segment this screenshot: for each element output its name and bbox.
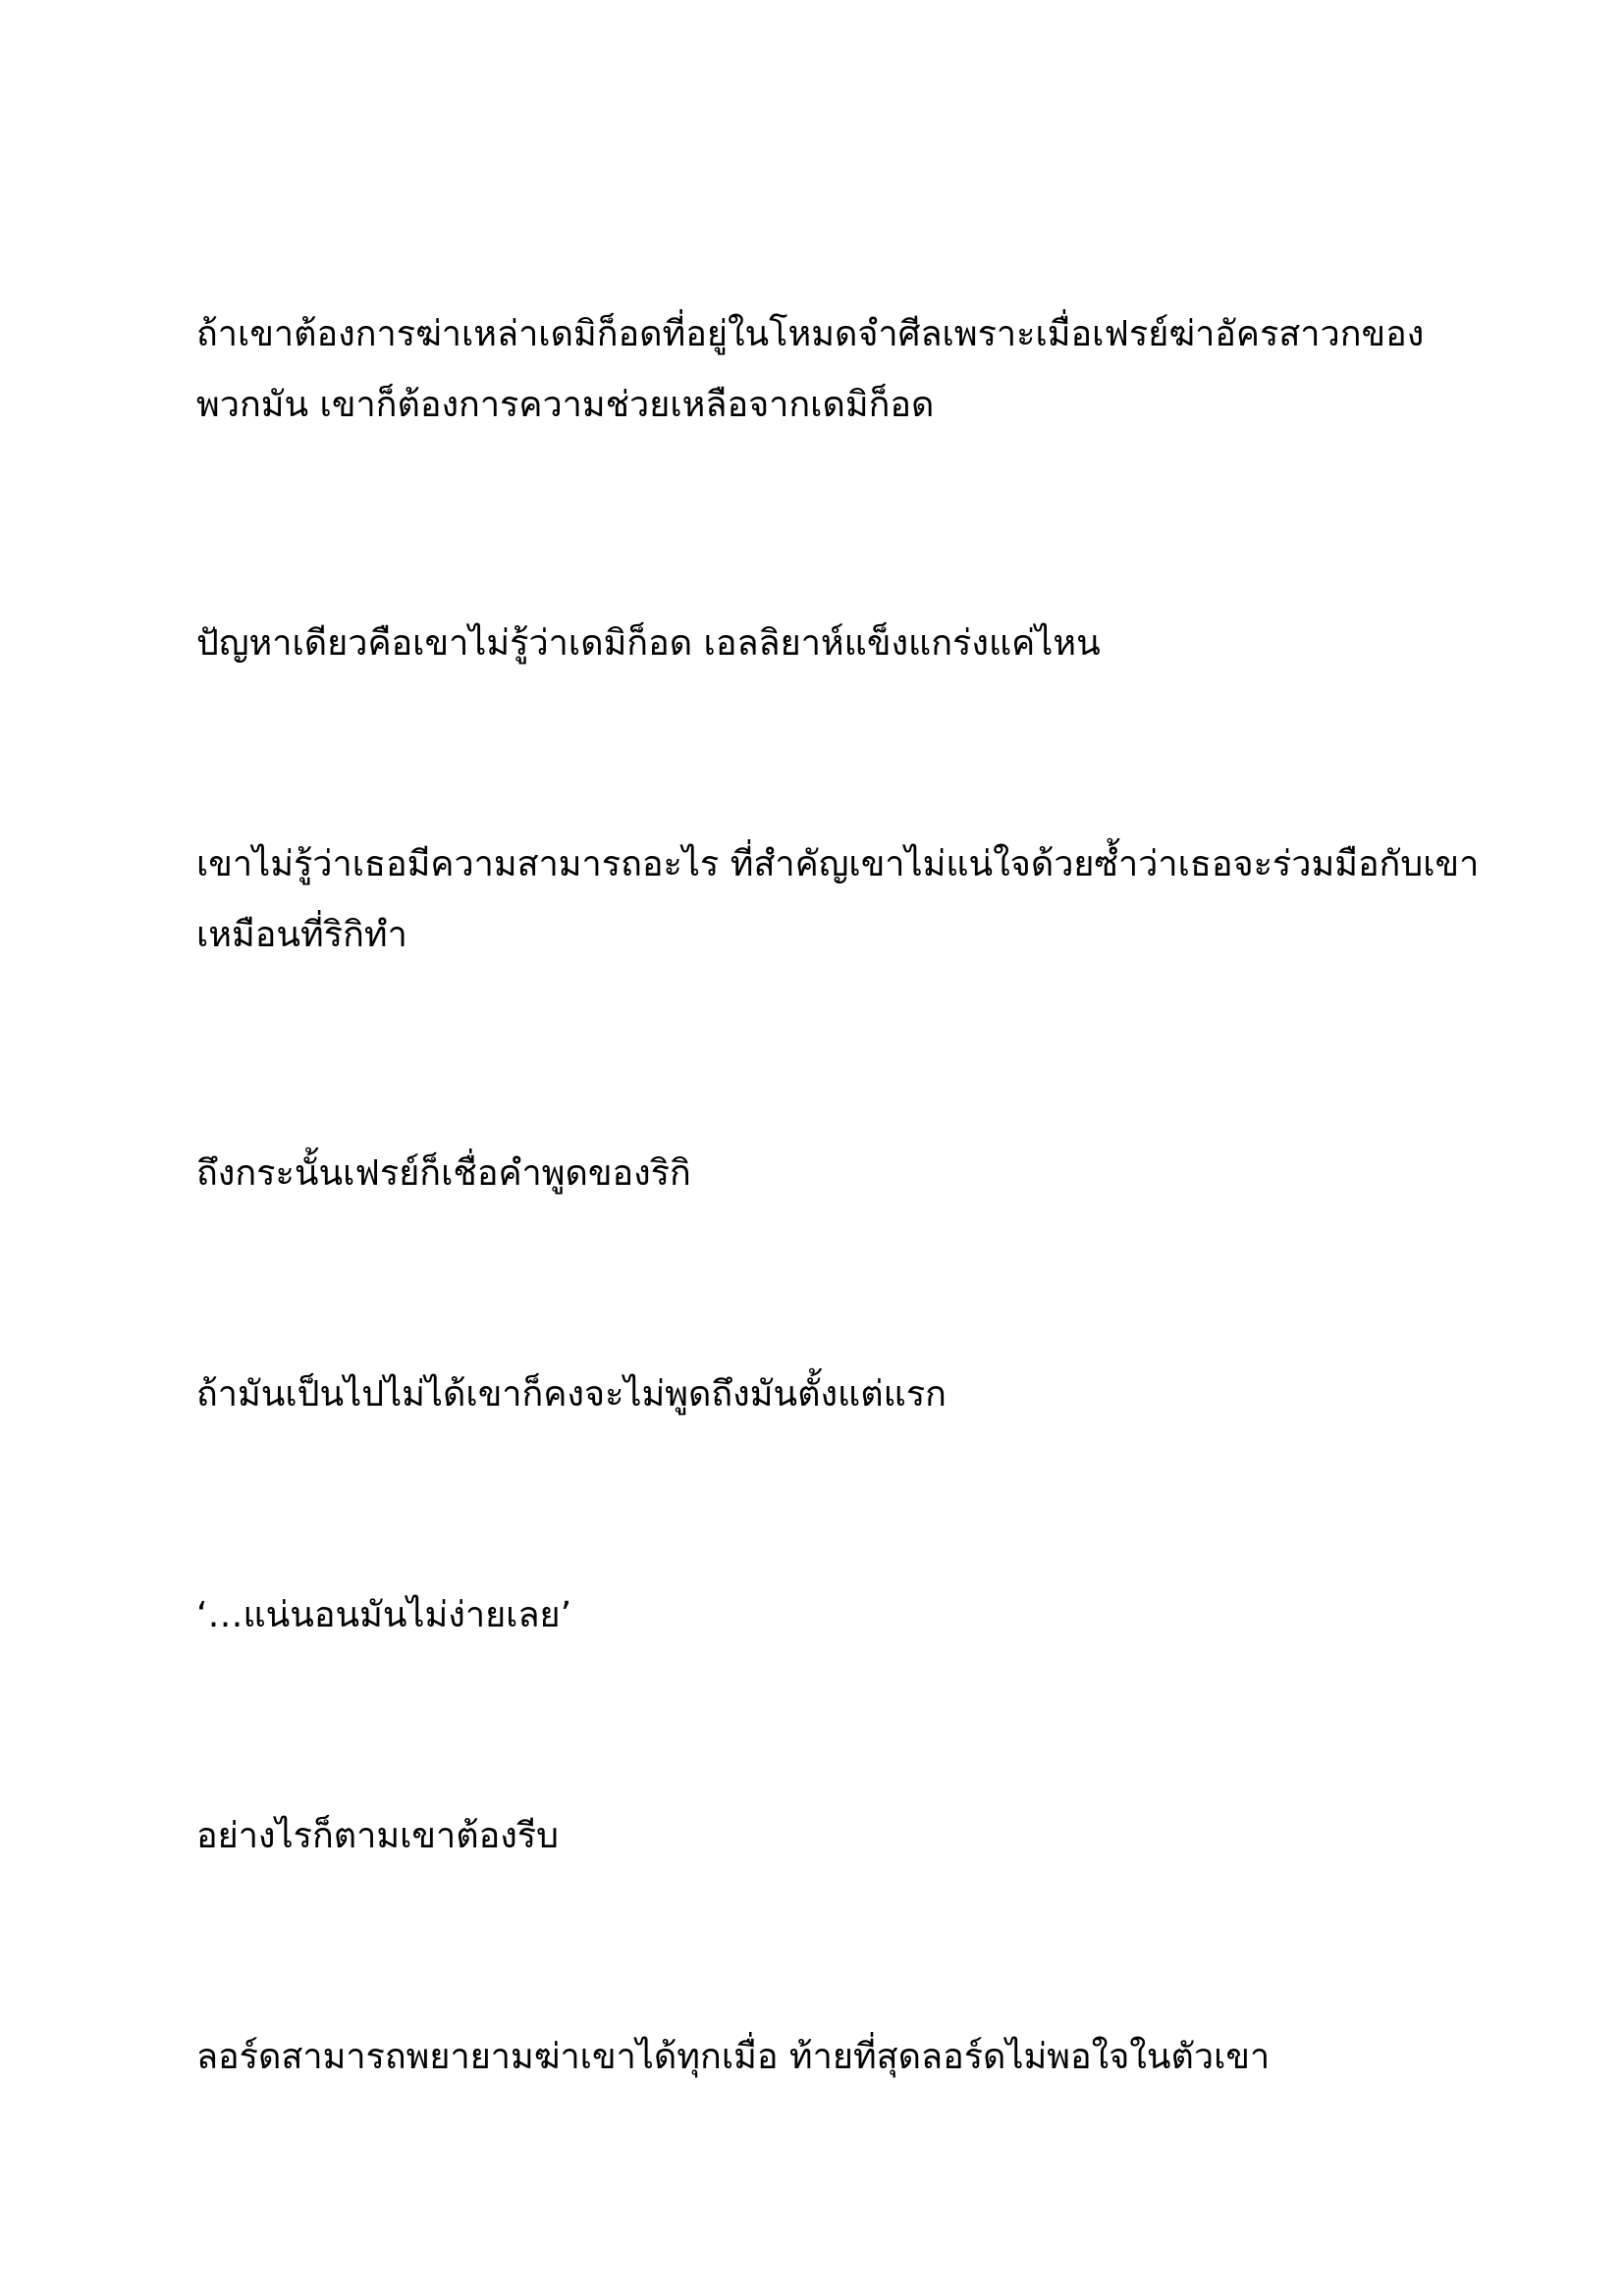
paragraph-4	[196, 1139, 1473, 1209]
paragraph-7	[196, 1801, 1473, 1872]
paragraph-8	[196, 2022, 1473, 2093]
paragraph-line: ถ้าเขาต้องการฆ่าเหล่าเดมิก็อดที่อยู่ในโหมดจำศีลเพราะเมื่อเฟรย์ฆ่าอัครสาวกของ	[196, 314, 1425, 354]
paragraph-line: ลอร์ดสามารถพยายามฆ่าเขาได้ทุกเมื่อ ท้ายที่สุดลอร์ดไม่พอใจในตัวเขา	[196, 2037, 1271, 2077]
paragraph-3	[196, 829, 1480, 971]
paragraph-line: ปัญหาเดียวคือเขาไม่รู้ว่าเดมิก็อด เอลลิยาห์แข็งแกร่งแค่ไหน	[196, 623, 1101, 664]
paragraph-line: ถ้ามันเป็นไปไม่ได้เขาก็คงจะไม่พูดถึงมันตั้งแต่แรก	[196, 1374, 947, 1415]
paragraph-5	[196, 1360, 1473, 1430]
paragraph-line: พวกมัน เขาก็ต้องการความช่วยเหลือจากเดมิก็อด	[196, 385, 935, 425]
paragraph-line: ‘…แน่นอนมันไม่ง่ายเลย’	[196, 1595, 572, 1635]
paragraph-line: อย่างไรก็ตามเขาต้องรีบ	[196, 1816, 559, 1856]
paragraph-2	[196, 609, 1473, 679]
paragraph-6	[196, 1580, 1473, 1651]
paragraph-line: ถึงกระนั้นเฟรย์ก็เชื่อคำพูดของริกิ	[196, 1153, 691, 1194]
paragraph-line: เขาไม่รู้ว่าเธอมีความสามารถอะไร ที่สำคัญเขาไม่แน่ใจด้วยซ้ำว่าเธอจะร่วมมือกับเขา	[196, 844, 1480, 884]
paragraph-1	[196, 299, 1473, 441]
paragraph-line: เหมือนที่ริกิทำ	[196, 915, 407, 955]
